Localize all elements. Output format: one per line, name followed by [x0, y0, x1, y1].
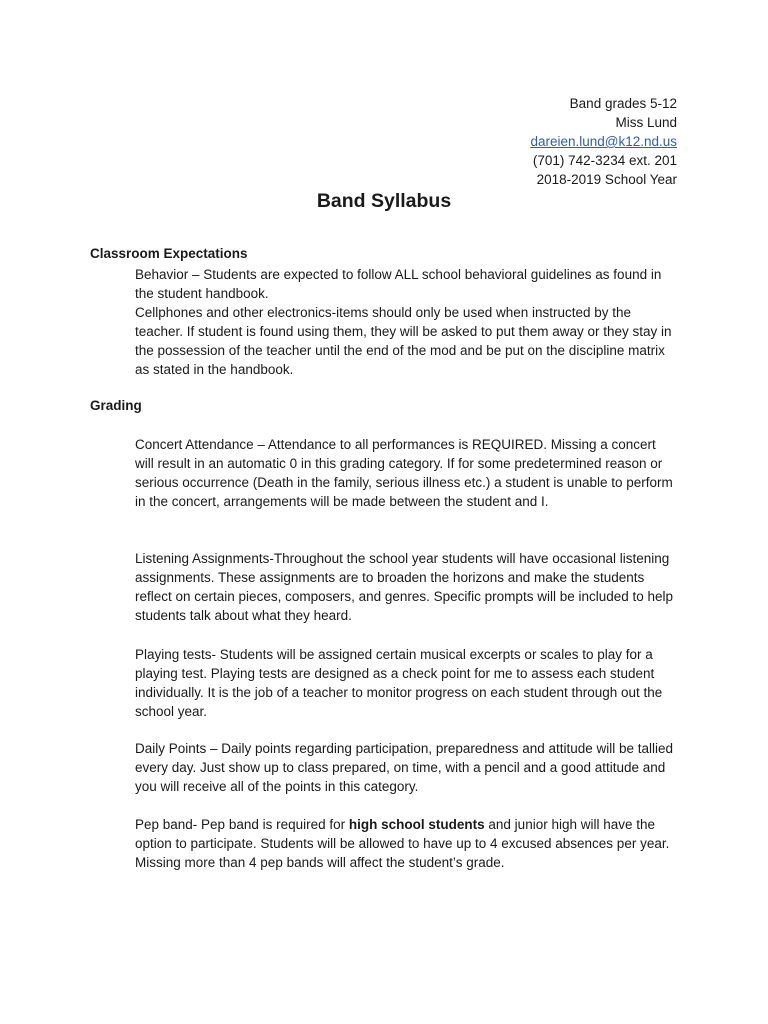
concert-attendance-paragraph: Concert Attendance – Attendance to all performances is REQUIRED. Missing a concert will result in an automatic 0 in this grading category. If for some predetermined reason or serious occurrence (Death in the family, serious illness etc.) a student is unable to perform in the concert, arrangements will be made between the student and I. [135, 437, 673, 509]
classroom-expectations-heading: Classroom Expectations [90, 246, 248, 261]
phone-number: (701) 742-3234 ext. 201 [532, 153, 677, 168]
daily-points-paragraph: Daily Points – Daily points regarding participation, preparedness and attitude will be tallied every day. Just show up to class prepared, on time, with a pencil and a good attitude and you will receive all of the points in this category. [135, 741, 674, 794]
pep-band-paragraph [135, 815, 675, 872]
page-title: Band Syllabus [316, 190, 452, 212]
pep-band-emphasis: high school students [348, 817, 485, 832]
pep-band-text-end: and junior high will have the option to participate. Students will be allowed to have up to 4 excused absences per year. Missing more than 4 pep bands will affect the student’s grade. [135, 817, 670, 870]
email-link[interactable]: dareien.lund@k12.nd.us [530, 134, 677, 149]
teacher-name: Miss Lund [615, 115, 677, 130]
playing-tests-paragraph: Playing tests- Students will be assigned certain musical excerpts or scales to play for a playing test. Playing tests are designed as a check point for me to assess each student individually. It is the job of a teacher to monitor progress on each student through out the school year. [135, 647, 663, 719]
pep-band-text-start: Pep band- Pep band is required for [135, 817, 349, 832]
course-line: Band grades 5-12 [569, 96, 677, 111]
cellphones-paragraph: Cellphones and other electronics-items should only be used when instructed by the teacher. If student is found using them, they will be asked to put them away or they stay in the possession of the teacher until the end of the mod and be put on the discipline matrix as stated in the handbook. [135, 305, 672, 377]
behavior-paragraph: Behavior – Students are expected to follow ALL school behavioral guidelines as found in the student handbook. [135, 267, 662, 301]
listening-assignments-paragraph: Listening Assignments-Throughout the school year students will have occasional listening assignments. These assignments are to broaden the horizons and make the students reflect on certain pieces, composers, and genres. Specific prompts will be included to help students talk about what they heard. [135, 551, 674, 623]
contact-header [530, 94, 677, 189]
grading-heading: Grading [90, 398, 142, 413]
school-year: 2018-2019 School Year [536, 172, 677, 187]
